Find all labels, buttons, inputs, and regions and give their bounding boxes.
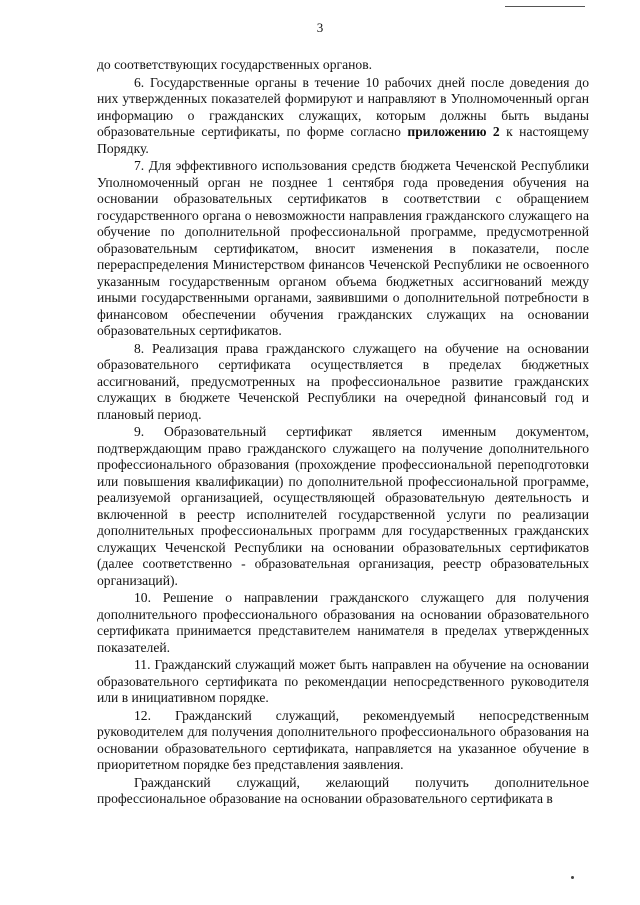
paragraph-continuation: до соответствующих государственных органов. — [97, 57, 373, 72]
paragraph-6 — [97, 75, 589, 158]
paragraph-9: 9. Образовательный сертификат является именным документом, подтверждающим право гражданского служащего на получение дополнительного профессионального образования (прохождение профессиональной переподготовки или повышения квалификации) по дополнительной профессиональной программе, реализуемой организацией, осуществляющей образовательную деятельность и включенной в реестр исполнителей государственной услуги по реализации дополнительных профессиональных программ для государственных гражданских служащих Чеченской Республики на основании образовательных сертификатов (далее соответственно - образовательная организация, реестр образовательных организаций). — [97, 424, 589, 588]
paragraph-12-continued: Гражданский служащий, желающий получить дополнительное профессиональное образование на основании образовательного сертификата в — [97, 774, 589, 806]
paragraph-10: 10. Решение о направлении гражданского служащего для получения дополнительного профессионального образования на основании образовательного сертификата принимается представителем нанимателя в пределах утвержденных показателей. — [97, 590, 589, 655]
body-text — [97, 57, 589, 808]
header-rule — [505, 6, 585, 7]
paragraph-8: 8. Реализация права гражданского служащего на обучение на основании образовательного сертификата осуществляется в пределах бюджетных ассигнований, предусмотренных на профессиональное развитие гражданских служащих в бюджете Чеченской Республики на очередной финансовый год и плановый период. — [97, 340, 589, 422]
appendix-2-reference: приложению 2 — [407, 124, 500, 139]
paragraph-7: 7. Для эффективного использования средств бюджета Чеченской Республики Уполномоченный орган не позднее 1 сентября года проведения обучения на основании образовательных сертификатов в соответствии с обращением государственного органа о невозможности направления гражданского служащего на обучение по дополнительной профессиональной программе, предусмотренной образовательным сертификатом, вносит изменения в показатели, после перераспределения Министерством финансов Чеченской Республики не освоенного указанным государственным органом объема бюджетных ассигнований между иными государственными органами, заявившими о дополнительной потребности в финансовом обеспечении обучения гражданских служащих на основании образовательных сертификатов. — [97, 158, 589, 338]
scan-mark — [571, 876, 574, 879]
paragraph-12: 12. Гражданский служащий, рекомендуемый непосредственным руководителем для получения дополнительного профессионального образования на основании образовательного сертификата, направляется на указанное обучение в приоритетном порядке без представления заявления. — [97, 707, 589, 772]
paragraph-11: 11. Гражданский служащий может быть направлен на обучение на основании образовательного сертификата по рекомендации непосредственного руководителя или в инициативном порядке. — [97, 657, 589, 705]
paragraph-6-text-before: 6. Государственные органы в течение 10 рабочих дней после доведения до них утвержденных показателей формируют и направляют в Уполномоченный орган информацию о гражданских служащих, которым должны быть выданы образовательные сертификаты, по форме согласно — [97, 74, 589, 139]
paragraph-6-text-after: к настоящему Порядку. — [97, 124, 589, 156]
page-number: 3 — [316, 20, 324, 35]
